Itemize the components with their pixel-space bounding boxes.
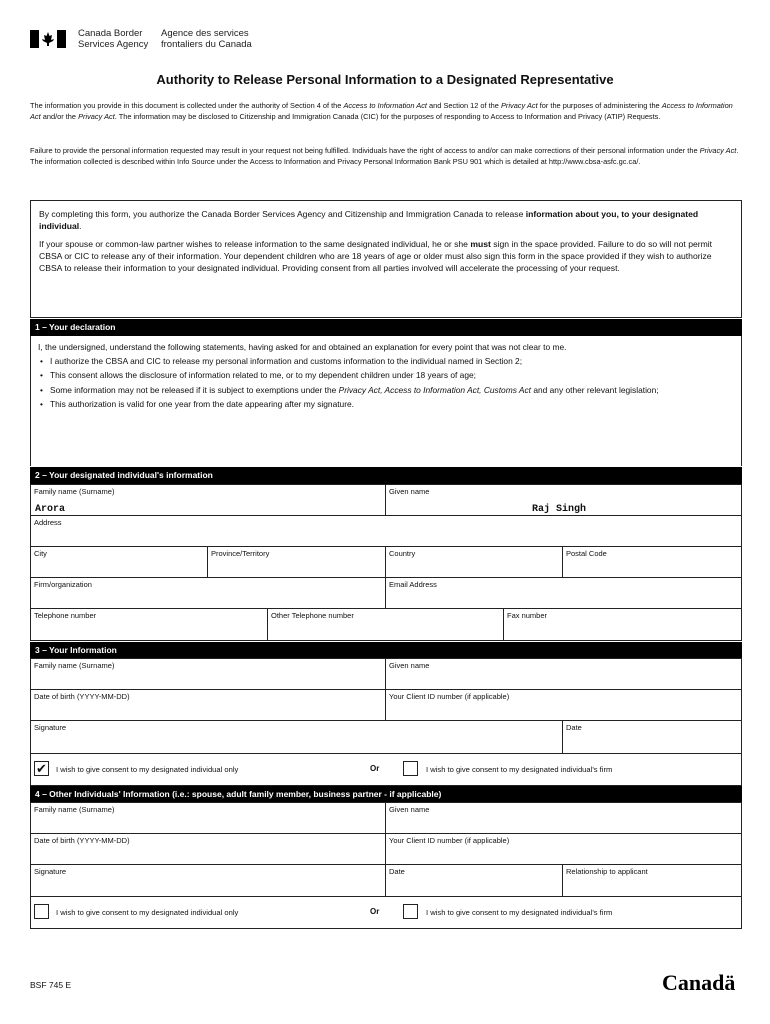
field-label: Signature <box>34 723 67 732</box>
field-label: Date <box>389 867 405 876</box>
field-label: Postal Code <box>566 549 607 558</box>
other-relationship-field[interactable] <box>562 864 742 897</box>
designated-postal-code-field[interactable] <box>562 546 742 578</box>
field-label: Family name (Surname) <box>34 805 115 814</box>
designated-email-field[interactable] <box>385 577 742 609</box>
field-label: Signature <box>34 867 67 876</box>
agency-en-line2: Services Agency <box>78 39 149 50</box>
consent-notice-box <box>30 200 742 318</box>
field-label: Fax number <box>507 611 548 620</box>
designated-province-field[interactable] <box>207 546 386 578</box>
declaration-item: • I authorize the CBSA and CIC to release my personal information and customs information to the individual named in Section 2; <box>50 356 734 368</box>
designated-fax-field[interactable] <box>503 608 742 641</box>
other-consent-individual-checkbox[interactable] <box>34 904 49 919</box>
or-label: Or <box>370 764 380 773</box>
intro-paragraph-2: Failure to provide the personal information requested may result in your request not being fulfilled. Individuals have the right of access to and/or can make corrections of their personal information under the Privacy Act. The information collected is described within Info Source under the Access to Information and Privacy Personal Information Bank PSU 901 which is detailed at http://www.cbsa-asfc.gc.ca/. <box>30 146 739 166</box>
other-dob-field[interactable] <box>30 833 386 865</box>
designated-phone-field[interactable] <box>30 608 268 641</box>
designated-other-phone-field[interactable] <box>267 608 504 641</box>
field-label: Date of birth (YYYY-MM-DD) <box>34 836 130 845</box>
other-date-field[interactable] <box>385 864 563 897</box>
designated-family-name-value: Arora <box>35 504 66 515</box>
declaration-body <box>30 336 742 466</box>
agency-name-fr <box>161 28 252 50</box>
section-3-header: 3 – Your Information <box>30 642 742 659</box>
field-label: Relationship to applicant <box>566 867 648 876</box>
field-label: Family name (Surname) <box>34 487 115 496</box>
declaration-lead: I, the undersigned, understand the following statements, having asked for and obtained an explanation for every point that was not clear to me. <box>38 342 567 352</box>
agency-en-line1: Canada Border <box>78 28 143 39</box>
field-label: Firm/organization <box>34 580 92 589</box>
your-given-name-field[interactable] <box>385 658 742 690</box>
field-label: Email Address <box>389 580 437 589</box>
field-label: Family name (Surname) <box>34 661 115 670</box>
or-label: Or <box>370 907 380 916</box>
field-label: City <box>34 549 47 558</box>
other-consent-firm-label: I wish to give consent to my designated individual's firm <box>426 908 613 917</box>
other-signature-field[interactable] <box>30 864 386 897</box>
canada-flag-icon <box>30 30 66 48</box>
section-4-header: 4 – Other Individuals' Information (i.e.: spouse, adult family member, business partner - if applicable) <box>30 786 742 803</box>
field-label: Date of birth (YYYY-MM-DD) <box>34 692 130 701</box>
other-family-name-field[interactable] <box>30 802 386 834</box>
consent-firm-checkbox[interactable] <box>403 761 418 776</box>
agency-fr-line2: frontaliers du Canada <box>161 39 252 50</box>
declaration-list <box>38 356 734 411</box>
agency-fr-line1: Agence des services <box>161 28 249 39</box>
consent-firm-label: I wish to give consent to my designated individual's firm <box>426 765 613 774</box>
section-2-header: 2 – Your designated individual's information <box>30 467 742 484</box>
consent-paragraph-1: By completing this form, you authorize the Canada Border Services Agency and Citizenship and Immigration Canada to release information about you, to your designated individual. <box>39 209 699 231</box>
other-consent-firm-checkbox[interactable] <box>403 904 418 919</box>
consent-paragraph-2: If your spouse or common-law partner wishes to release information to the same designated individual, he or she must sign in the space provided. Failure to do so will not permit CBSA or CIC to release any of their information. Your dependent children who are 18 years of age or older must also sign this form in the space provided if they wish to authorize CBSA to release their information to your designated individual. Providing consent from all parties involved will accelerate the processing of your request. <box>39 239 713 273</box>
designated-family-name-field[interactable] <box>30 484 386 516</box>
declaration-item: • This authorization is valid for one year from the date appearing after my signature. <box>50 399 734 411</box>
designated-city-field[interactable] <box>30 546 208 578</box>
field-label: Date <box>566 723 582 732</box>
section-1-header: 1 – Your declaration <box>30 319 742 336</box>
designated-address-field[interactable] <box>30 515 742 547</box>
field-label: Country <box>389 549 416 558</box>
declaration-item: • This consent allows the disclosure of information related to me, or to my dependent children under 18 years of age; <box>50 370 734 382</box>
your-date-field[interactable] <box>562 720 742 754</box>
field-label: Province/Territory <box>211 549 270 558</box>
your-client-id-field[interactable] <box>385 689 742 721</box>
page-title: Authority to Release Personal Information to a Designated Representative <box>156 72 614 87</box>
other-given-name-field[interactable] <box>385 802 742 834</box>
agency-name-en <box>78 28 148 50</box>
field-label: Other Telephone number <box>271 611 354 620</box>
field-label: Given name <box>389 487 430 496</box>
field-label: Address <box>34 518 62 527</box>
intro-paragraph-1: The information you provide in this document is collected under the authority of Section 4 of the Access to Information Act and Section 12 of the Privacy Act for the purposes of administering the Access to Information Act and/or the Privacy Act. The information may be disclosed to Citizenship and Immigration Canada (CIC) for the purposes of responding to Access to Information and Privacy (ATIP) Requests. <box>30 101 733 121</box>
other-client-id-field[interactable] <box>385 833 742 865</box>
form-code: BSF 745 E <box>30 980 72 990</box>
canada-wordmark: Canadä <box>662 970 736 995</box>
other-consent-individual-label: I wish to give consent to my designated individual only <box>56 908 239 917</box>
designated-given-name-value: Raj Singh <box>532 504 587 515</box>
your-dob-field[interactable] <box>30 689 386 721</box>
consent-individual-checkbox[interactable]: ✔ <box>34 761 49 776</box>
declaration-item: • Some information may not be released if it is subject to exemptions under the Privacy Act, Access to Information Act, Customs Act and any other relevant legislation; <box>50 385 734 397</box>
field-label: Telephone number <box>34 611 97 620</box>
your-family-name-field[interactable] <box>30 658 386 690</box>
field-label: Your Client ID number (if applicable) <box>389 692 510 701</box>
field-label: Given name <box>389 805 430 814</box>
your-signature-field[interactable] <box>30 720 563 754</box>
designated-firm-field[interactable] <box>30 577 386 609</box>
field-label: Given name <box>389 661 430 670</box>
field-label: Your Client ID number (if applicable) <box>389 836 510 845</box>
designated-country-field[interactable] <box>385 546 563 578</box>
consent-individual-label: I wish to give consent to my designated individual only <box>56 765 239 774</box>
designated-given-name-field[interactable] <box>385 484 742 516</box>
